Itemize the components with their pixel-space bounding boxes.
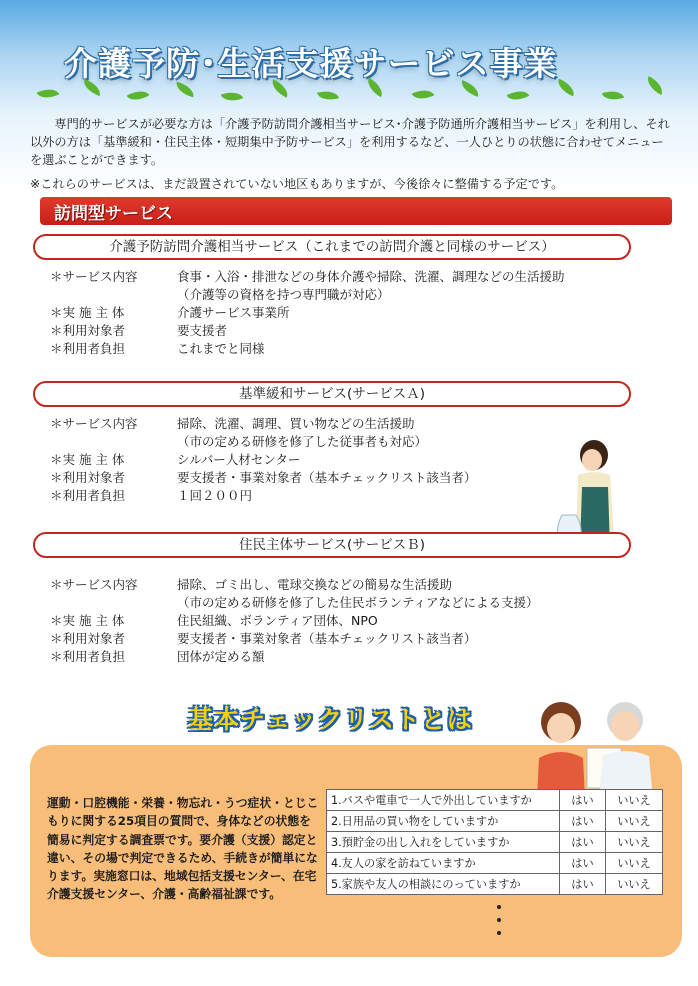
no-cell: いいえ (606, 832, 663, 853)
no-cell: いいえ (606, 853, 663, 874)
section-header (40, 197, 672, 225)
service-title-1: 介護予防訪問介護相当サービス（これまでの訪問介護と同様のサービス） (33, 234, 631, 260)
no-cell: いいえ (606, 874, 663, 895)
detail-label: ＊サービス内容 (50, 577, 138, 592)
detail-label: ＊利用対象者 (50, 470, 126, 485)
checklist-title: 基本チェックリストとは (188, 705, 473, 734)
yes-cell: はい (560, 853, 606, 874)
detail-value: 要支援者 (177, 323, 228, 338)
leaf-icon (412, 85, 435, 103)
question-cell: 2.日用品の買い物をしていますか (327, 811, 560, 832)
detail-value: 掃除、洗濯、調理、買い物などの生活援助 (177, 416, 415, 431)
leaf-icon (364, 78, 387, 98)
detail-label: ＊利用者負担 (50, 649, 126, 664)
yes-cell: はい (560, 874, 606, 895)
detail-value: これまでと同様 (177, 341, 265, 356)
leaf-icon (644, 76, 667, 95)
leaf-icon (507, 86, 530, 105)
page-title: 介護予防･生活支援サービス事業 (64, 44, 558, 83)
detail-label: ＊実 施 主 体 (50, 613, 125, 628)
question-cell: 1.バスや電車で一人で外出していますか (327, 790, 560, 811)
question-cell: 5.家族や友人の相談にのっていますか (327, 874, 560, 895)
section-title: 訪問型サービス (54, 204, 173, 224)
detail-label: ＊利用対象者 (50, 631, 126, 646)
detail-label: ＊サービス内容 (50, 269, 138, 284)
detail-value: （市の定める研修を修了した従事者も対応） (177, 434, 428, 449)
leaf-icon (459, 80, 481, 97)
detail-value: （介護等の資格を持つ専門職が対応） (177, 287, 390, 302)
detail-value: 団体が定める額 (177, 649, 265, 664)
leaf-decoration (30, 78, 670, 108)
leaf-icon (317, 88, 339, 104)
intro-text (30, 115, 675, 169)
leaf-icon (174, 82, 196, 98)
leaf-icon (555, 79, 578, 97)
detail-label: ＊利用者負担 (50, 488, 126, 503)
table-row (327, 790, 663, 811)
checklist-description: 運動・口腔機能・栄養・物忘れ・うつ症状・とじこもりに関する25項目の質問で、身体などの状態を簡易に判定する調査票です。要介護（支援）認定と違い、その場で判定できるため、手続きが簡単になります。実施窓口は、地域包括支援センター、在宅介護支援センター、介護・高齢福祉課です。 (47, 796, 319, 902)
yes-cell: はい (560, 790, 606, 811)
detail-value: 掃除、ゴミ出し、電球交換などの簡易な生活援助 (177, 577, 453, 592)
service-title-3: 住民主体サービス(サービスＢ) (33, 532, 631, 558)
note-text: ※これらのサービスは、まだ設置されていない地区もありますが、今後徐々に整備する予定です。 (30, 177, 564, 191)
detail-value: （市の定める研修を修了した住民ボランティアなどによる支援） (177, 595, 539, 610)
detail-value: 住民組織、ボランティア団体、NPO (177, 613, 378, 628)
leaf-icon (127, 86, 150, 106)
leaf-icon (37, 84, 60, 102)
service-title-2: 基準緩和サービス(サービスＡ) (33, 381, 631, 407)
table-row (327, 874, 663, 895)
elderly-couple-illustration (525, 698, 665, 798)
detail-label: ＊利用者負担 (50, 341, 126, 356)
detail-value: １回２００円 (177, 488, 253, 503)
detail-value: シルバー人材センター (177, 452, 301, 467)
detail-value: 要支援者・事業対象者（基本チェックリスト該当者） (177, 470, 477, 485)
detail-value: 介護サービス事業所 (177, 305, 290, 320)
leaf-icon (602, 87, 624, 104)
no-cell: いいえ (606, 811, 663, 832)
continuation-dots (496, 905, 502, 945)
leaf-icon (269, 79, 292, 97)
leaf-icon (221, 88, 244, 105)
yes-cell: はい (560, 811, 606, 832)
detail-label: ＊実 施 主 体 (50, 305, 125, 320)
yes-cell: はい (560, 832, 606, 853)
detail-value: 食事・入浴・排泄などの身体介護や掃除、洗濯、調理などの生活援助 (177, 269, 565, 284)
table-row (327, 832, 663, 853)
detail-label: ＊サービス内容 (50, 416, 138, 431)
detail-label: ＊利用対象者 (50, 323, 126, 338)
checklist-table (326, 789, 663, 895)
no-cell: いいえ (606, 790, 663, 811)
question-cell: 4.友人の家を訪ねていますか (327, 853, 560, 874)
question-cell: 3.預貯金の出し入れをしていますか (327, 832, 560, 853)
detail-value: 要支援者・事業対象者（基本チェックリスト該当者） (177, 631, 477, 646)
leaf-icon (81, 79, 104, 96)
table-row (327, 811, 663, 832)
intro-paragraph: 専門的サービスが必要な方は「介護予防訪問介護相当サービス･介護予防通所介護相当サービス」を利用し、それ以外の方は「基準緩和・住民主体・短期集中予防サービス」を利用するなど、一人ひとりの状態に合わせてメニューを選ぶことができます。 (30, 117, 670, 167)
table-row (327, 853, 663, 874)
detail-label: ＊実 施 主 体 (50, 452, 125, 467)
